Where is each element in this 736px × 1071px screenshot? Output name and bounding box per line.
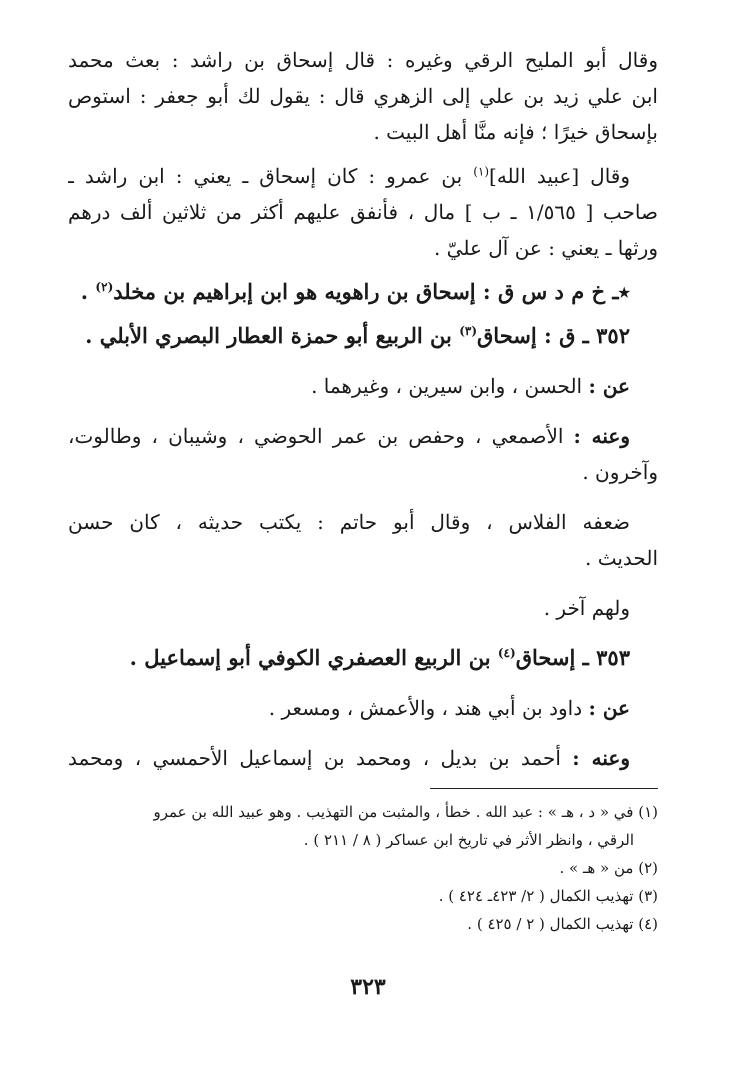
- entry-note-heading: [68, 274, 658, 310]
- footnote-separator: [430, 788, 658, 789]
- entry-note-text: ٭ـ خ م د س ق : إسحاق بن راهويه هو ابن إبراهيم بن مخلد: [113, 279, 630, 304]
- students-text-1: الأصمعي ، وحفص بن عمر الحوضي ، وشيبان ، وطالوت،: [68, 424, 574, 448]
- footnote-ref-2: (٢): [95, 280, 114, 294]
- footnote-4: (٤) تهذيب الكمال ( ٢ / ٤٢٥ ) .: [467, 915, 658, 933]
- students-label: وعنه :: [573, 424, 631, 448]
- entry-note-end: .: [80, 279, 96, 304]
- footnote-ref-3: (٣): [459, 324, 478, 338]
- footnote-ref-1: (١): [473, 164, 490, 179]
- footnote-1-line-2: الرقي ، وانظر الأثر في تاريخ ابن عساكر ( ٨ / ٢١١ ) .: [303, 831, 634, 849]
- entry-352-teachers: [68, 368, 658, 404]
- footnote-3: (٣) تهذيب الكمال ( ٢/ ٤٢٣ـ ٤٢٤ ) .: [438, 887, 658, 905]
- entry-353-number: ٣٥٣ ـ: [575, 645, 630, 670]
- body-line-4-end: بن عمرو : كان إسحاق ـ يعني : ابن راشد ـ: [68, 164, 474, 188]
- entry-352-name-start: إسحاق: [477, 323, 537, 348]
- footnote-2: (٢) من « هـ » .: [559, 859, 658, 877]
- entry-352-number: ٣٥٢ ـ ق :: [536, 323, 630, 348]
- entry-352-heading: [68, 318, 658, 354]
- teachers-label-353: عن :: [588, 696, 630, 720]
- main-text: [68, 42, 658, 776]
- body-line-4-start: وقال [عبيد الله]: [489, 164, 631, 188]
- footnote-1-line-1: (١) في « د ، هـ » : عبد الله . خطأ ، والمثبت من التهذيب . وهو عبيد الله بن عمرو: [153, 803, 658, 821]
- body-line-4: [68, 158, 658, 194]
- students-text-353: أحمد بن بديل ، ومحمد بن إسماعيل الأحمسي ، ومحمد: [68, 746, 573, 770]
- entry-352-grade-1: ضعفه الفلاس ، وقال أبو حاتم : يكتب حديثه ، كان حسن: [68, 510, 630, 534]
- teachers-text-353: داود بن أبي هند ، والأعمش ، ومسعر .: [268, 696, 589, 720]
- teachers-text: الحسن ، وابن سيرين ، وغيرهما .: [311, 374, 589, 398]
- entry-353-name-start: إسحاق: [515, 645, 576, 670]
- body-line-1: وقال أبو المليح الرقي وغيره : قال إسحاق بن راشد : بعث محمد: [68, 48, 658, 72]
- footnotes: [68, 798, 658, 938]
- entry-353-name-end: بن الربيع العصفري الكوفي أبو إسماعيل .: [129, 645, 498, 670]
- body-line-2: ابن علي زيد بن علي إلى الزهري قال : يقول لك أبو جعفر : استوص: [68, 84, 658, 108]
- body-line-5: صاحب [ ١/٥٦٥ ـ ب ] مال ، فأنفق عليهم أكثر من ثلاثين ألف درهم: [68, 200, 658, 224]
- entry-352-students-1: [68, 418, 658, 454]
- entry-352-other: ولهم آخر .: [543, 596, 630, 620]
- body-line-6: ورثها ـ يعني : عن آل عليّ .: [433, 236, 658, 260]
- page-number: ٣٢٣: [350, 974, 386, 1000]
- students-label-353: وعنه :: [572, 746, 630, 770]
- entry-353-teachers: [68, 690, 658, 726]
- body-line-3: بإسحاق خيرًا ؛ فإنه منَّا أهل البيت .: [373, 120, 658, 144]
- teachers-label: عن :: [588, 374, 630, 398]
- footnote-ref-4: (٤): [497, 646, 516, 660]
- entry-353-students: [68, 740, 658, 776]
- entry-352-students-2: وآخرون .: [582, 460, 658, 484]
- entry-353-heading: [68, 640, 658, 676]
- entry-352-grade-2: الحديث .: [585, 546, 658, 570]
- entry-352-name-end: بن الربيع أبو حمزة العطار البصري الأبلي .: [85, 323, 460, 348]
